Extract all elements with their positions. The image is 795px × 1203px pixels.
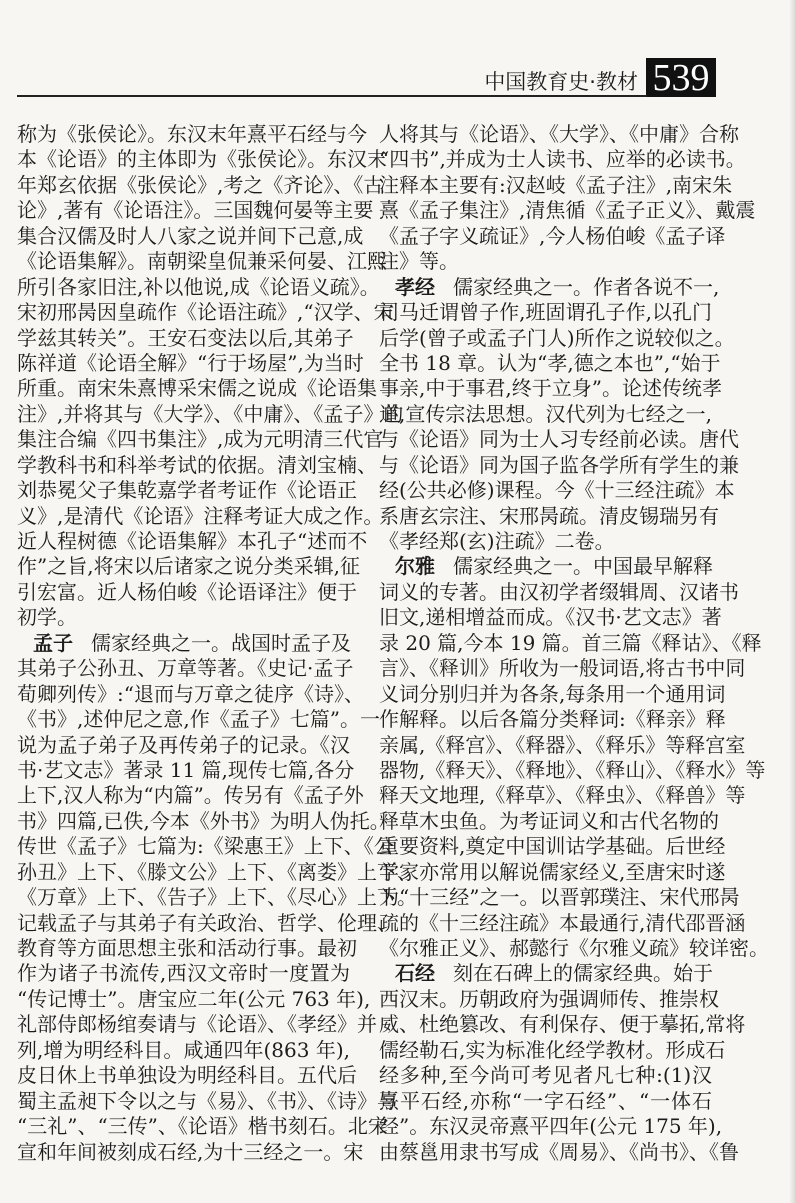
text-line: 称为《张侯论》。东汉末年熹平石经与今 (17, 122, 367, 146)
text-line: 人将其与《论语》、《大学》、《中庸》合称 (379, 122, 739, 146)
running-header-title: 中国教育史·教材 (484, 70, 638, 94)
text-line: 学教科书和科举考试的依据。清刘宝楠、 (17, 452, 377, 477)
text-line (379, 274, 720, 300)
text-line: 书》四篇,已佚,今本《外书》为明人伪托。 (17, 808, 390, 833)
text-line: 《万章》上下、《告子》上下、《尽心》上下。 (17, 885, 417, 910)
text-line: 宣和年间被刻成石经,为十三经之一。宋 (17, 1139, 364, 1164)
text-line: 刘恭冕父子集乾嘉学者考证作《论语正 (17, 478, 357, 503)
text-line: 皮日休上书单独设为明经科目。五代后 (17, 1063, 357, 1088)
text-line: 作解释。以后各篇分类释词:《释亲》释 (379, 707, 726, 732)
text-line: 器物,《释天》、《释地》、《释山》、《释水》等 (379, 757, 766, 782)
text-line: 《孟子字义疏证》,今人杨伯峻《孟子译 (379, 223, 726, 248)
text-line: 经多种,至今尚可考见者凡七种:(1)汉 (379, 1063, 712, 1088)
text-line: 儒经勒石,实为标准化经学教材。形成石 (379, 1037, 726, 1062)
text-line: 说为孟子弟子及再传弟子的记录。《汉 (17, 732, 350, 757)
text-line (379, 554, 712, 579)
text-line: 陈祥道《论语全解》“行于场屋”,为当时 (17, 350, 364, 375)
text-line: 本《论语》的主体即为《张侯论》。东汉末 (17, 147, 387, 172)
text-line: 学家亦常用以解说儒家经义,至唐宋时遂 (379, 859, 726, 884)
text-line: 道,宣传宗法思想。汉代列为七经之一, (379, 401, 712, 426)
text-line: 传世《孟子》七篇为:《梁惠王》上下、《公 (17, 834, 394, 859)
page-number: 539 (646, 58, 716, 97)
text-line: 所重。南宋朱熹博采宋儒之说成《论语集 (17, 376, 377, 401)
text-line: 重要资料,奠定中国训诂学基础。后世经 (379, 834, 726, 859)
text-line: 上下,汉人称为“内篇”。传另有《孟子外 (17, 783, 364, 808)
text-line: “四书”,并成为士人读书、应举的必读书。 (379, 147, 746, 172)
text-line: 近人程树德《论语集解》本孔子“述而不 (17, 529, 368, 553)
text-line: 系唐玄宗注、宋邢昺疏。清皮锡瑞另有 (379, 503, 719, 528)
text-line: 司马迁谓曾子作,班固谓孔子作,以孔门 (379, 300, 712, 325)
text-line: 作”之旨,将宋以后诸家之说分类采辑,征 (17, 554, 360, 579)
entry-text: 儒家经典之一。战国时孟子及 (91, 630, 351, 655)
entry-text: 儒家经典之一。中国最早解释 (453, 554, 713, 579)
text-line (379, 961, 712, 986)
text-line: 引宏富。近人杨伯峻《论语译注》便于 (17, 579, 357, 604)
text-line: 所引各家旧注,补以他说,成《论语义疏》。 (17, 274, 380, 299)
text-line: 全书 18 章。认为“孝,德之本也”,“始于 (379, 350, 721, 375)
text-line: 疏的《十三经注疏》本最通行,清代邵晋涵 (379, 910, 746, 935)
text-line: 礼部侍郎杨绾奏请与《论语》、《孝经》并 (17, 1012, 377, 1037)
text-line: 义》,是清代《论语》注释考证大成之作。 (17, 503, 384, 528)
text-line: 经(公共必修)课程。今《十三经注疏》本 (379, 478, 735, 503)
text-line: 蜀主孟昶下令以之与《易》、《书》、《诗》与 (17, 1088, 397, 1113)
text-line: 荀卿列传》:“退而与万章之徒序《诗》、 (17, 681, 364, 706)
text-column-right (379, 122, 769, 1165)
text-line: 威、杜绝篡改、有利保存、便于摹拓,常将 (379, 1012, 746, 1037)
text-line: 学兹其转关”。王安石变法以后,其弟子 (17, 325, 354, 350)
text-line: 《尔雅正义》、郝懿行《尔雅义疏》较详密。 (379, 936, 769, 960)
header-rule (17, 95, 647, 97)
text-line: 后学(曾子或孟子门人)所作之说较似之。 (379, 325, 735, 350)
text-line: 注》,并将其与《大学》、《中庸》、《孟子》的 (17, 401, 404, 426)
text-line: 《书》,述仲尼之意,作《孟子》七篇”。一 (17, 707, 380, 732)
text-line: 《论语集解》。南朝梁皇侃兼采何晏、江熙 (17, 249, 387, 274)
text-line: 宋初邢昺因皇疏作《论语注疏》,“汉学、宋 (17, 300, 394, 325)
text-line (17, 631, 350, 656)
entry-headword: 尔雅 (395, 554, 435, 579)
text-line: 与《论语》同为士人习专经前必读。唐代 (379, 427, 739, 452)
text-line: 熹《孟子集注》,清焦循《孟子正义》、戴震 (379, 198, 756, 223)
text-line: 论》,著有《论语注》。三国魏何晏等主要 (17, 198, 374, 223)
text-line: 为“十三经”之一。以晋郭璞注、宋代邢昺 (379, 885, 740, 910)
text-line: 亲属,《释宫》、《释器》、《释乐》等释宫室 (379, 732, 746, 757)
text-line: 集合汉儒及时人八家之说并间下己意,成 (17, 223, 364, 248)
text-line: 注》等。 (379, 249, 459, 274)
text-line: 集注合编《四书集注》,成为元明清三代官 (17, 427, 384, 452)
text-line: 熹平石经,亦称“一字石经”、“一体石 (379, 1088, 712, 1113)
text-line: 释天文地理,《释草》、《释虫》、《释兽》等 (379, 783, 746, 808)
text-line: 教育等方面思想主张和活动行事。最初 (17, 936, 357, 960)
text-line: 事亲,中于事君,终于立身”。论述传统孝 (379, 376, 722, 401)
entry-text: 儒家经典之一。作者各说不一, (453, 274, 720, 299)
entry-headword: 孟子 (33, 630, 73, 655)
text-line: 言》、《释训》所收为一般词语,将古书中同 (379, 656, 746, 681)
text-line: 经”。东汉灵帝熹平四年(公元 175 年), (379, 1114, 723, 1139)
text-line: 西汉末。历朝政府为强调师传、推崇权 (379, 986, 719, 1011)
text-line: 旧文,递相增益而成。《汉书·艺文志》著 (379, 605, 722, 630)
text-line: 《孝经郑(玄)注疏》二卷。 (379, 529, 615, 553)
text-line: 释草木虫鱼。为考证词义和古代名物的 (379, 808, 719, 833)
scan-edge-shadow (789, 0, 795, 1203)
text-line: 年郑玄依据《张侯论》,考之《齐论》、《古 (17, 172, 384, 197)
entry-headword: 石经 (395, 961, 435, 986)
text-line: 记载孟子与其弟子有关政治、哲学、伦理、 (17, 910, 397, 935)
text-line: 初学。 (17, 605, 77, 630)
text-line: 录 20 篇,今本 19 篇。首三篇《释诂》、《释 (379, 630, 762, 655)
text-line: “三礼”、“三传”、《论语》楷书刻石。北宋 (17, 1114, 388, 1139)
entry-text: 刻在石碑上的儒家经典。始于 (453, 961, 713, 986)
text-line: 义词分别归并为各条,每条用一个通用词 (379, 681, 726, 706)
text-line: 由蔡邕用隶书写成《周易》、《尚书》、《鲁 (379, 1139, 739, 1164)
text-line: 注释本主要有:汉赵岐《孟子注》,南宋朱 (379, 172, 733, 197)
text-line: 孙丑》上下、《滕文公》上下、《离娄》上下、 (17, 859, 417, 884)
text-line: 与《论语》同为国子监各学所有学生的兼 (379, 452, 739, 477)
text-line: 作为诸子书流传,西汉文帝时一度置为 (17, 961, 350, 986)
text-line: 其弟子公孙丑、万章等著。《史记·孟子 (17, 656, 354, 681)
text-line: 书·艺文志》著录 11 篇,现传七篇,各分 (17, 757, 355, 782)
text-line: “传记博士”。唐宝应二年(公元 763 年), (17, 986, 371, 1011)
entry-headword: 孝经 (395, 274, 435, 299)
text-line: 列,增为明经科目。咸通四年(863 年), (17, 1037, 350, 1062)
text-line: 词义的专著。由汉初学者缀辑周、汉诸书 (379, 579, 739, 604)
